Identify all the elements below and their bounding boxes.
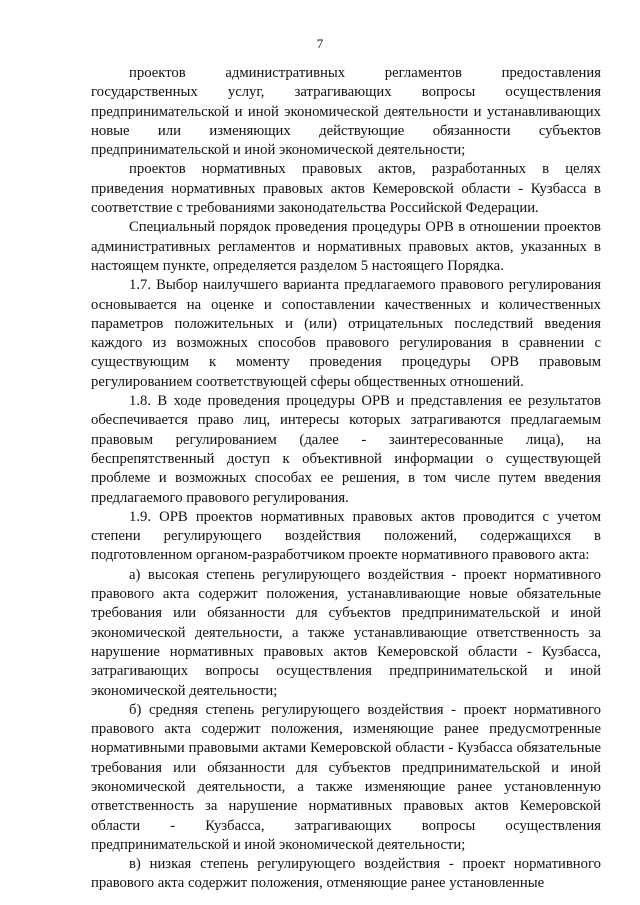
paragraph-1-7: 1.7. Выбор наилучшего варианта предлагаемого правового регулирования основывается на оценке и сопоставлении качественных и количественных параметров положительных и (или) отрицательных последствий введения каждого из возможных способов правового регулирования в сравнении с существующим к моменту проведения процедуры ОРВ правовым регулированием соответствующей сферы общественных отношений. bbox=[91, 277, 601, 390]
document-body bbox=[91, 64, 601, 894]
paragraph-item-b-medium: б) средняя степень регулирующего воздействия - проект нормативного правового акта содержит положения, изменяющие ранее предусмотренные нормативными правовыми актами Кемеровской области - Кузбасса обязательные требования или обязанности для субъектов предпринимательской и иной экономической деятельности, а также изменяющие ранее установленную ответственность за нарушение нормативных правовых актов Кемеровской области - Кузбасса, затрагивающих вопросы осуществления предпринимательской и иной экономической деятельности; bbox=[91, 701, 601, 853]
paragraph-legal-acts-alignment: проектов нормативных правовых актов, разработанных в целях приведения нормативных правовых актов Кемеровской области - Кузбасса в соответствие с требованиями законодательства Российской Федерации. bbox=[91, 161, 601, 217]
paragraph-item-c-low: в) низкая степень регулирующего воздействия - проект нормативного правового акта содержит положения, отменяющие ранее установленные bbox=[91, 856, 601, 892]
paragraph-item-a-high: а) высокая степень регулирующего воздействия - проект нормативного правового акта содержит положения, устанавливающие новые обязательные требования или обязанности для субъектов предпринимательской и иной экономической деятельности, а также устанавливающие ответственность за нарушение нормативных правовых актов Кемеровской области - Кузбасса, затрагивающих вопросы осуществления предпринимательской и иной экономической деятельности; bbox=[91, 566, 601, 699]
paragraph-admin-regulations: проектов административных регламентов предоставления государственных услуг, затрагивающих вопросы осуществления предпринимательской и иной экономической деятельности и устанавливающих новые или изменяющих действующие обязанности субъектов предпринимательской и иной экономической деятельности; bbox=[91, 65, 601, 159]
paragraph-1-9: 1.9. ОРВ проектов нормативных правовых актов проводится с учетом степени регулирующего воздействия положений, содержащихся в подготовленном органом-разработчиком проекте нормативного правового акта: bbox=[91, 508, 601, 564]
paragraph-1-8: 1.8. В ходе проведения процедуры ОРВ и представления ее результатов обеспечивается право лиц, интересы которых затрагиваются предлагаемым правовым регулированием (далее - заинтересованные лица), на беспрепятственный доступ к объективной информации о существующей проблеме и возможных способах ее решения, в том числе путем введения предлагаемого правового регулирования. bbox=[91, 393, 601, 506]
page-number: 7 bbox=[316, 36, 324, 51]
paragraph-special-procedure: Специальный порядок проведения процедуры ОРВ в отношении проектов административных регламентов и нормативных правовых актов, указанных в настоящем пункте, определяется разделом 5 настоящего Порядка. bbox=[91, 219, 601, 274]
